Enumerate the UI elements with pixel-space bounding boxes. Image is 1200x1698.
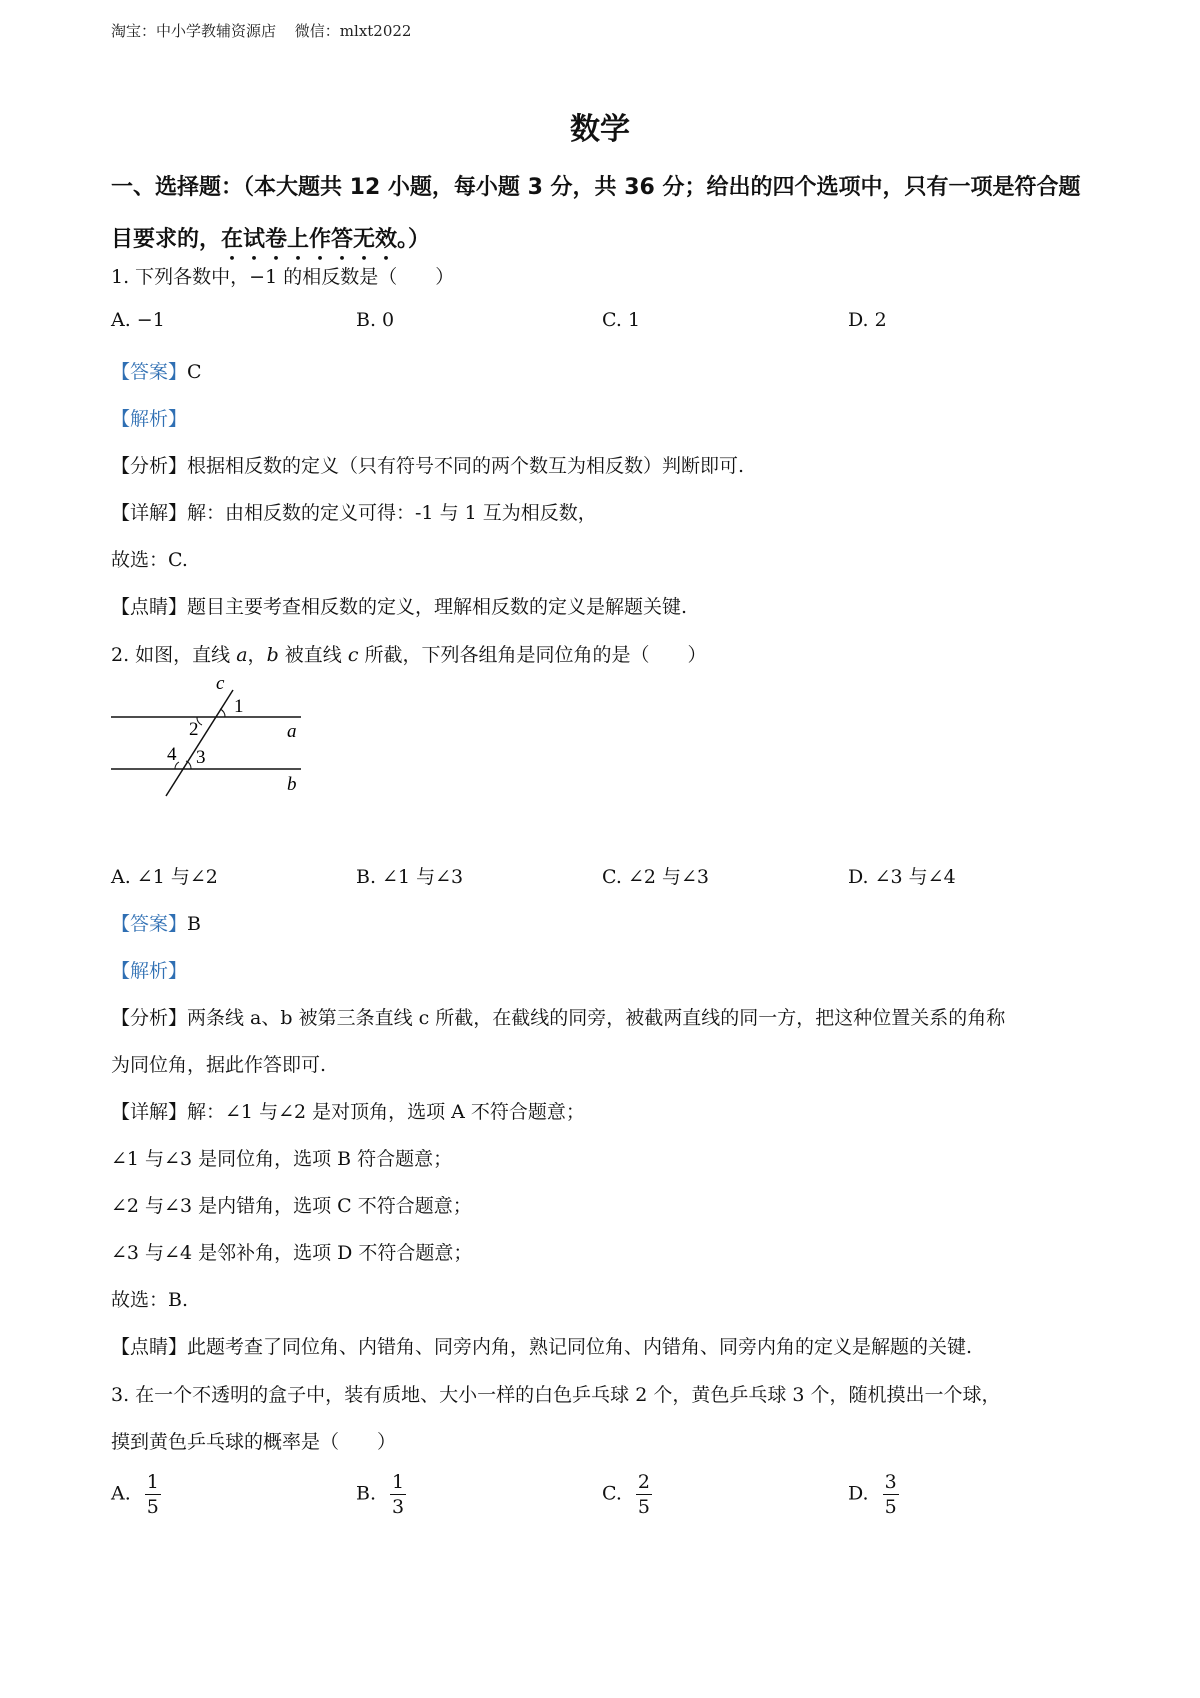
- var-b: b: [266, 644, 279, 666]
- label-c: c: [216, 673, 225, 694]
- label-1: 1: [234, 696, 244, 717]
- q2-dianjing: [111, 1332, 972, 1359]
- numerator: 2: [637, 1471, 650, 1493]
- dianjing-tag: 【点睛】: [111, 1336, 188, 1358]
- label-b: b: [287, 774, 297, 795]
- answer-value: C: [187, 361, 202, 383]
- q2-option-b: B. ∠1 与∠3: [356, 866, 464, 888]
- wechat-id: 微信：mlxt2022: [294, 22, 412, 40]
- line-c: [166, 690, 233, 796]
- label-4: 4: [167, 744, 177, 765]
- fraction: [145, 1470, 161, 1519]
- label-3: 3: [196, 747, 206, 768]
- xiangjie-line-1: 解：∠1 与∠2 是对顶角，选项 A 不符合题意；: [187, 1101, 585, 1123]
- xiangjie-tag: 【详解】: [111, 502, 188, 524]
- section-prefix: 一、选择题：（本大题共 12 小题，每小题 3 分，共 36 分；给出的四个选项中，只有一项是符合题目要求的，: [111, 175, 1081, 252]
- fraction: [883, 1470, 899, 1519]
- denominator: 5: [637, 1496, 650, 1518]
- q1-fenxi: [111, 451, 744, 478]
- numerator: 1: [146, 1471, 159, 1493]
- q2-option-a: A. ∠1 与∠2: [111, 866, 218, 888]
- section-suffix: 。）: [397, 227, 431, 252]
- parallel-lines-figure: [105, 672, 305, 802]
- dianjing-text: 此题考查了同位角、内错角、同旁内角，熟记同位角、内错角、同旁内角的定义是解题的关键.: [187, 1336, 973, 1358]
- q1-option-c: C. 1: [602, 309, 641, 331]
- denominator: 5: [884, 1496, 897, 1518]
- q2-fenxi-line2: 为同位角，据此作答即可.: [111, 1054, 327, 1076]
- numerator: 1: [392, 1471, 405, 1493]
- q1-xiangjie: [111, 498, 597, 525]
- q3-option-a: [111, 1470, 161, 1519]
- q1-option-a: A. −1: [111, 309, 165, 331]
- q1-choose: 故选：C.: [111, 549, 188, 571]
- answer-tag: 【答案】: [111, 913, 188, 935]
- answer-tag: 【答案】: [111, 361, 188, 383]
- q3-option-c: [602, 1470, 652, 1519]
- denominator: 3: [392, 1496, 405, 1518]
- q1-answer: [111, 357, 202, 384]
- var-c: c: [347, 644, 359, 666]
- xiangjie-text: 解：由相反数的定义可得：-1 与 1 互为相反数，: [187, 502, 597, 524]
- q2-xiangjie: [111, 1097, 585, 1124]
- q1-option-b: B. 0: [356, 309, 395, 331]
- var-a: a: [236, 644, 248, 666]
- q3-stem-line1: 3. 在一个不透明的盒子中，装有质地、大小一样的白色乒乓球 2 个，黄色乒乓球 3 个，随机摸出一个球，: [111, 1384, 1001, 1406]
- option-label: B.: [356, 1482, 377, 1505]
- q2-option-c: C. ∠2 与∠3: [602, 866, 709, 888]
- q2-option-d: D. ∠3 与∠4: [848, 866, 956, 888]
- q2-xiangjie-line4: ∠3 与∠4 是邻补角，选项 D 不符合题意；: [111, 1242, 473, 1264]
- page-title: 数学: [570, 112, 630, 147]
- answer-value: B: [187, 913, 201, 935]
- q2-analysis-tag: 【解析】: [111, 960, 188, 982]
- denominator: 5: [146, 1496, 159, 1518]
- page-header: [111, 20, 411, 41]
- xiangjie-tag: 【详解】: [111, 1101, 188, 1123]
- q2-stem-post: 所截，下列各组角是同位角的是（ ）: [358, 644, 707, 666]
- q3-stem-line2: 摸到黄色乒乓球的概率是（ ）: [111, 1431, 397, 1453]
- numerator: 3: [884, 1471, 897, 1493]
- section-emphasis: 在试卷上作答无效: [221, 227, 398, 252]
- dianjing-tag: 【点睛】: [111, 596, 188, 618]
- dianjing-text: 题目主要考查相反数的定义，理解相反数的定义是解题关键.: [187, 596, 688, 618]
- fenxi-text: 根据相反数的定义（只有符号不同的两个数互为相反数）判断即可.: [187, 455, 745, 477]
- label-a: a: [287, 721, 297, 742]
- q3-option-b: [356, 1470, 406, 1519]
- q2-xiangjie-line2: ∠1 与∠3 是同位角，选项 B 符合题意；: [111, 1148, 453, 1170]
- q2-sep: ，: [247, 644, 267, 666]
- q1-analysis-tag: 【解析】: [111, 408, 188, 430]
- q1-dianjing: [111, 592, 687, 619]
- q2-fenxi: [111, 1003, 1005, 1030]
- fenxi-tag: 【分析】: [111, 455, 188, 477]
- q1-option-d: D. 2: [848, 309, 887, 331]
- fenxi-tag: 【分析】: [111, 1007, 188, 1029]
- label-2: 2: [189, 719, 199, 740]
- option-label: A.: [111, 1482, 131, 1505]
- q2-stem-pre: 2. 如图，直线: [111, 644, 237, 666]
- fenxi-line-1: 两条线 a、b 被第三条直线 c 所截，在截线的同旁，被截两直线的同一方，把这种位置关系的角称: [187, 1007, 1006, 1029]
- option-label: C.: [602, 1482, 622, 1505]
- q3-option-d: [848, 1470, 899, 1519]
- q2-stem: [111, 640, 707, 667]
- fraction: [636, 1470, 652, 1519]
- option-label: D.: [848, 1482, 869, 1505]
- q2-choose: 故选：B.: [111, 1289, 189, 1311]
- q2-xiangjie-line3: ∠2 与∠3 是内错角，选项 C 不符合题意；: [111, 1195, 472, 1217]
- shop-name: 淘宝：中小学教辅资源店: [111, 22, 277, 40]
- q2-answer: [111, 909, 201, 936]
- q1-stem: 1. 下列各数中，−1 的相反数是（ ）: [111, 266, 455, 288]
- section-heading: [111, 162, 1101, 266]
- fraction: [390, 1470, 406, 1519]
- q2-stem-mid: 被直线: [278, 644, 348, 666]
